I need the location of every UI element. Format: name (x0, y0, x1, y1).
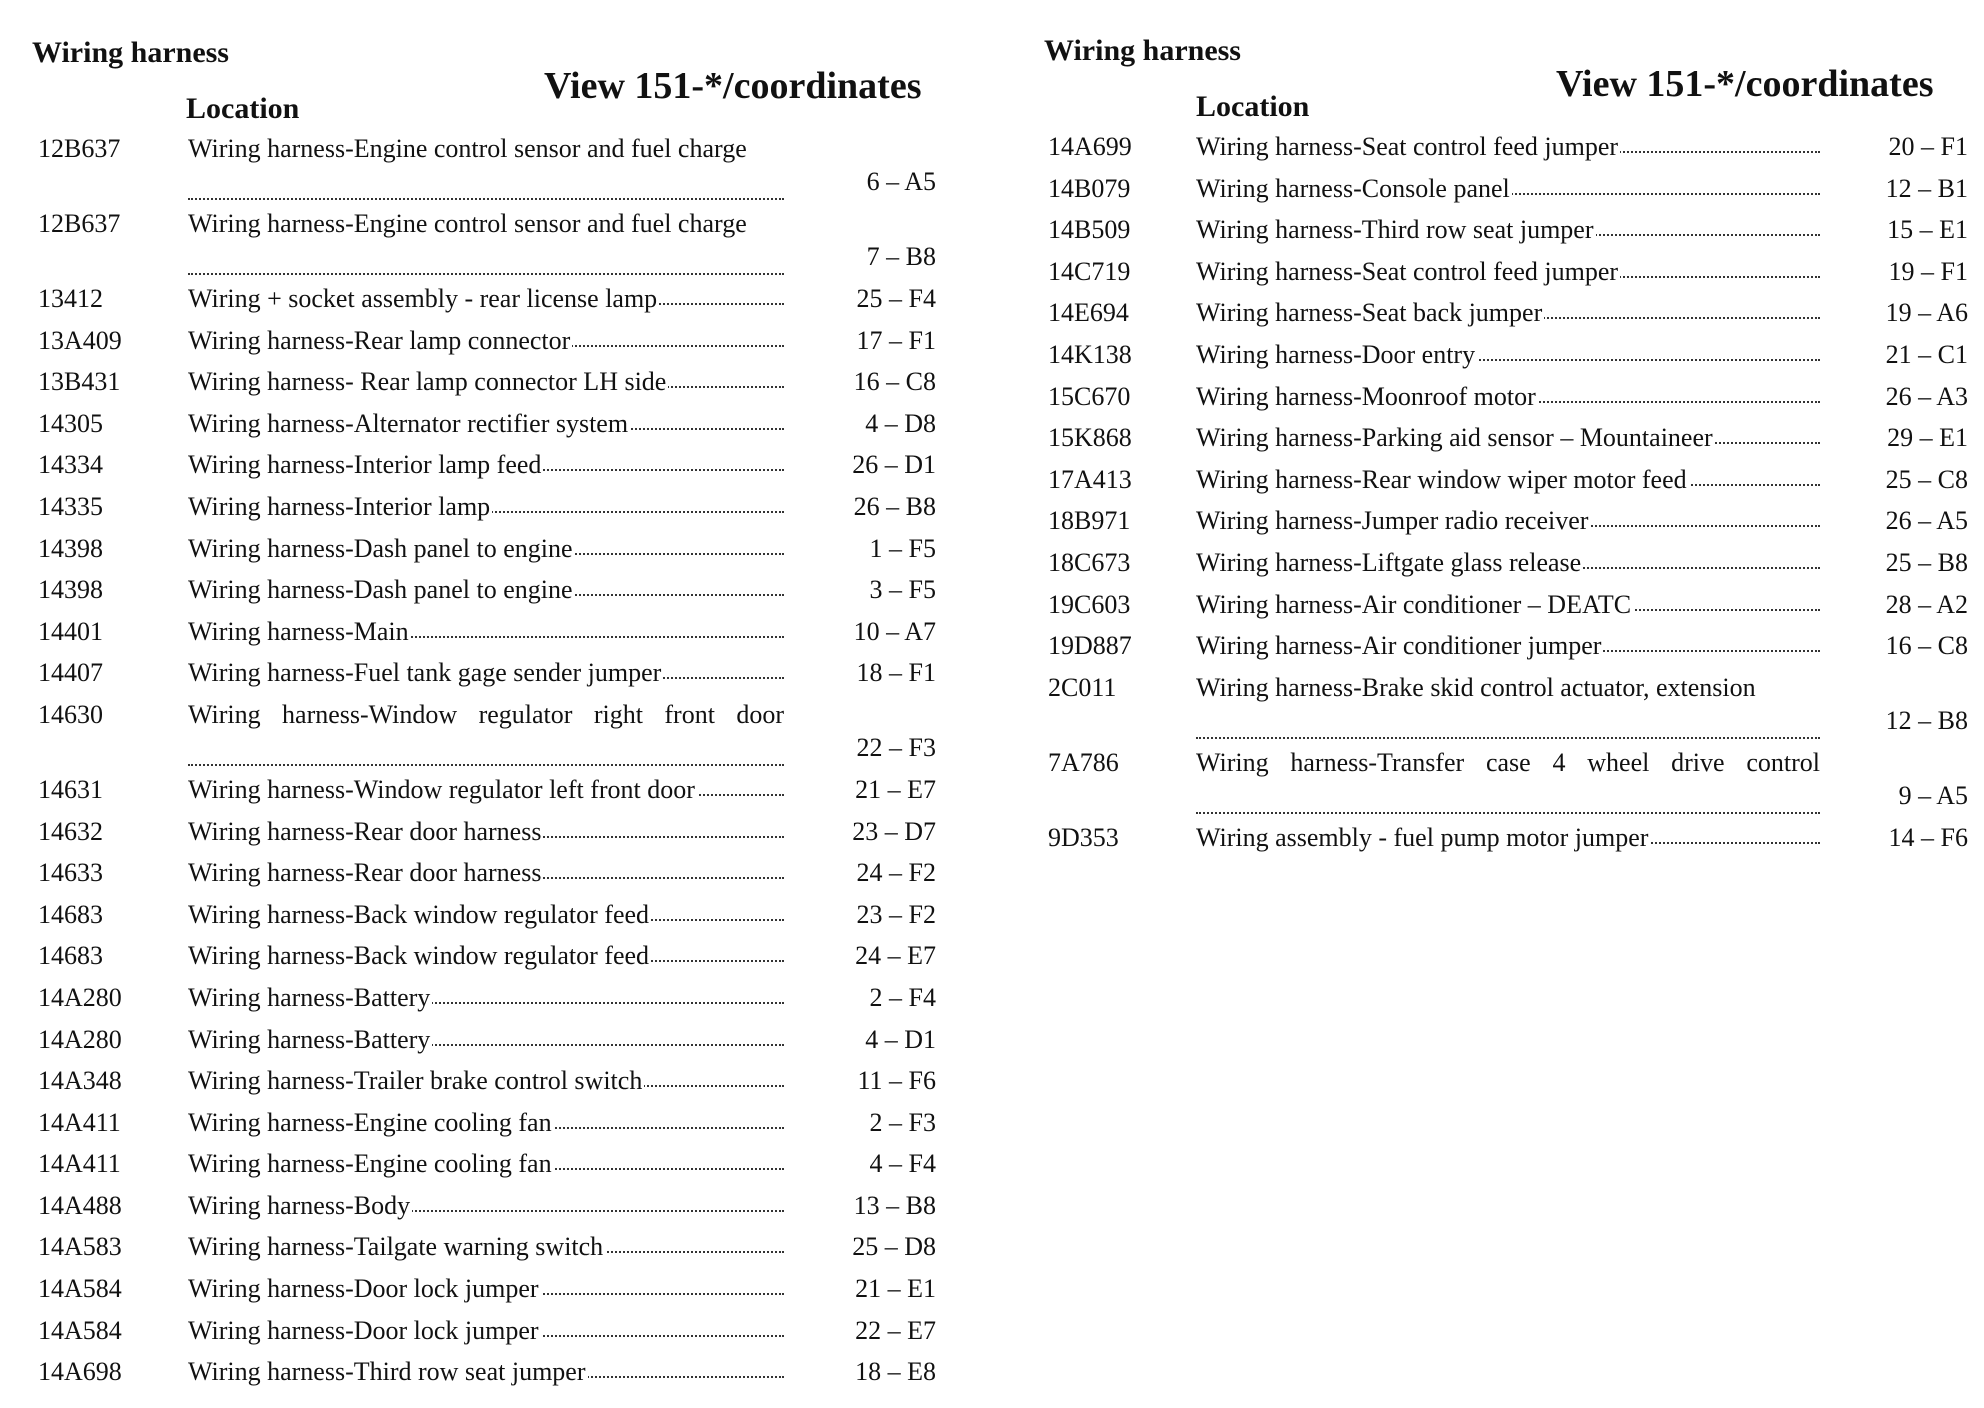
location-code: 17A413 (1048, 464, 1132, 494)
description-cell (1196, 340, 1820, 370)
table-row (1020, 748, 1984, 823)
description-cell (1196, 423, 1820, 453)
description-text: Wiring harness-Back window regulator feed (188, 899, 650, 929)
table-row (1020, 215, 1984, 257)
view-coordinate: 21 – C1 (1885, 339, 1968, 369)
location-column-header: Location (186, 92, 300, 125)
view-coordinate: 7 – B8 (866, 242, 936, 271)
view-coordinate: 18 – F1 (856, 658, 936, 688)
location-code: 14E694 (1048, 298, 1129, 328)
view-coordinate: 4 – D8 (865, 408, 936, 438)
table-row (0, 367, 960, 409)
view-coordinate: 22 – F3 (856, 732, 936, 762)
location-code: 14K138 (1048, 339, 1132, 369)
table-row (0, 534, 960, 576)
location-code: 18C673 (1048, 547, 1131, 577)
location-code: 14B079 (1048, 173, 1131, 203)
dot-leader (188, 198, 784, 200)
description-text: Wiring harness-Dash panel to engine (188, 533, 573, 563)
location-code: 14A280 (38, 982, 122, 1012)
description-cell (188, 1357, 784, 1387)
dot-leader (188, 764, 784, 766)
view-coordinate: 6 – A5 (866, 167, 936, 196)
view-coordinate: 18 – E8 (855, 1357, 936, 1387)
description-cell (1196, 298, 1820, 328)
description-text: Wiring harness-Engine control sensor and fuel charge (188, 134, 747, 163)
location-code: 7A786 (1048, 747, 1119, 777)
description-text: Wiring harness-Rear window wiper motor feed (1196, 464, 1687, 494)
view-coordinate: 21 – E1 (855, 1274, 936, 1304)
view-coordinate: 26 – B8 (853, 491, 936, 521)
harness-list (1020, 132, 1984, 864)
table-row (1020, 631, 1984, 673)
description-text: Wiring harness-Brake skid control actuator, extension (1196, 672, 1756, 702)
table-row (1020, 340, 1984, 382)
location-code: 14398 (38, 533, 103, 563)
location-code: 9D353 (1048, 822, 1119, 852)
view-coordinate: 21 – E7 (855, 774, 936, 804)
description-cell (188, 941, 784, 971)
description-cell (188, 367, 784, 397)
description-text: Wiring harness-Interior lamp (188, 491, 491, 521)
view-coordinate: 25 – B8 (1885, 547, 1968, 577)
right-column (1020, 0, 1984, 1408)
description-cell (188, 450, 784, 480)
description-cell (188, 1025, 784, 1055)
table-row (0, 1066, 960, 1108)
description-cell (1196, 823, 1820, 853)
location-code: 14633 (38, 858, 103, 888)
description-text: Wiring harness-Alternator rectifier system (188, 408, 629, 438)
view-coordinate: 26 – A3 (1885, 381, 1968, 411)
description-cell (1196, 465, 1820, 495)
view-coordinate: 11 – F6 (857, 1066, 936, 1096)
description-cell (1196, 132, 1820, 162)
description-cell (1196, 548, 1820, 578)
description-text: Wiring harness-Interior lamp feed (188, 450, 542, 480)
table-row (0, 1274, 960, 1316)
description-text: Wiring harness-Window regulator left front door (188, 774, 695, 804)
location-code: 14A584 (38, 1274, 122, 1304)
table-row (1020, 132, 1984, 174)
description-cell (188, 209, 784, 284)
view-coordinate: 12 – B1 (1885, 173, 1968, 203)
table-row (0, 1149, 960, 1191)
description-text: Wiring harness-Third row seat jumper (1196, 215, 1594, 245)
description-text: Wiring harness-Rear door harness (188, 858, 542, 888)
view-coordinate: 17 – F1 (856, 325, 936, 355)
description-text: Wiring harness-Door entry (1196, 339, 1476, 369)
location-column-header: Location (1196, 90, 1310, 123)
description-cell (1196, 748, 1820, 823)
description-cell (1196, 382, 1820, 412)
description-cell (188, 700, 784, 775)
description-cell (1196, 631, 1820, 661)
description-cell (188, 900, 784, 930)
description-cell (188, 1274, 784, 1304)
description-text: Wiring harness-Back window regulator feed (188, 941, 650, 971)
table-row (0, 1025, 960, 1067)
location-code: 14631 (38, 774, 103, 804)
view-coordinate: 26 – D1 (852, 450, 936, 480)
dot-leader (1196, 737, 1820, 739)
table-row (0, 1108, 960, 1150)
description-text: Wiring harness-Dash panel to engine (188, 575, 573, 605)
table-row (0, 209, 960, 284)
harness-list (0, 134, 960, 1399)
location-code: 14A411 (38, 1149, 121, 1179)
table-row (1020, 548, 1984, 590)
view-coordinate: 25 – D8 (852, 1232, 936, 1262)
table-row (0, 983, 960, 1025)
description-text: Wiring harness-Rear door harness (188, 816, 542, 846)
description-text: Wiring harness-Tailgate warning switch (188, 1232, 604, 1262)
left-column (0, 0, 960, 1408)
view-coordinate: 19 – A6 (1885, 298, 1968, 328)
location-code: 14398 (38, 575, 103, 605)
description-cell (188, 575, 784, 605)
view-coordinates-column-header: View 151-*/coordinates (1556, 63, 1934, 105)
table-row (0, 575, 960, 617)
view-coordinate: 3 – F5 (869, 575, 936, 605)
table-row (0, 817, 960, 859)
location-code: 14407 (38, 658, 103, 688)
location-code: 14C719 (1048, 256, 1131, 286)
description-cell (188, 284, 784, 314)
view-coordinate: 29 – E1 (1887, 423, 1968, 453)
description-cell (1196, 673, 1820, 748)
description-text: Wiring harness-Moonroof motor (1196, 381, 1536, 411)
location-code: 19D887 (1048, 631, 1132, 661)
view-coordinate: 4 – F4 (869, 1149, 936, 1179)
table-row (0, 1316, 960, 1358)
location-code: 14A411 (38, 1107, 121, 1137)
description-cell (1196, 506, 1820, 536)
location-code: 2C011 (1048, 672, 1117, 702)
description-cell (188, 409, 784, 439)
description-text: Wiring harness-Fuel tank gage sender jumper (188, 658, 662, 688)
description-cell (188, 983, 784, 1013)
location-code: 15K868 (1048, 423, 1132, 453)
description-text: Wiring harness-Transfer case 4 wheel drive control (1196, 747, 1820, 777)
description-cell (1196, 174, 1820, 204)
table-row (0, 700, 960, 775)
description-cell (188, 1108, 784, 1138)
table-row (1020, 823, 1984, 865)
view-coordinate: 23 – F2 (856, 899, 936, 929)
location-code: 14A699 (1048, 132, 1132, 161)
description-text: Wiring harness-Main (188, 616, 409, 646)
location-code: 14A583 (38, 1232, 122, 1262)
description-cell (188, 534, 784, 564)
table-row (0, 775, 960, 817)
description-text: Wiring harness-Rear lamp connector (188, 325, 571, 355)
description-cell (188, 1149, 784, 1179)
location-code: 12B637 (38, 134, 121, 163)
description-text: Wiring harness-Battery (188, 1024, 431, 1054)
table-row (0, 658, 960, 700)
location-code: 13412 (38, 284, 103, 313)
location-code: 12B637 (38, 209, 121, 238)
description-text: Wiring harness-Parking aid sensor – Mountaineer (1196, 423, 1713, 453)
description-text: Wiring harness-Seat control feed jumper (1196, 132, 1619, 161)
location-code: 14A584 (38, 1315, 122, 1345)
location-code: 13A409 (38, 325, 122, 355)
location-code: 18B971 (1048, 506, 1131, 536)
table-row (0, 450, 960, 492)
description-text: Wiring harness-Air conditioner – DEATC (1196, 589, 1632, 619)
description-cell (1196, 215, 1820, 245)
description-text: Wiring + socket assembly - rear license lamp (188, 284, 658, 313)
view-coordinate: 28 – A2 (1885, 589, 1968, 619)
view-coordinate: 1 – F5 (869, 533, 936, 563)
view-coordinate: 16 – C8 (1885, 631, 1968, 661)
table-row (0, 858, 960, 900)
view-coordinate: 24 – E7 (855, 941, 936, 971)
location-code: 19C603 (1048, 589, 1131, 619)
description-text: Wiring assembly - fuel pump motor jumper (1196, 822, 1649, 852)
location-code: 14334 (38, 450, 103, 480)
view-coordinate: 2 – F3 (869, 1107, 936, 1137)
location-code: 14A280 (38, 1024, 122, 1054)
description-text: Wiring harness- Rear lamp connector LH side (188, 367, 667, 397)
table-row (0, 941, 960, 983)
table-row (1020, 382, 1984, 424)
view-coordinate: 10 – A7 (853, 616, 936, 646)
location-code: 14683 (38, 941, 103, 971)
view-coordinate: 16 – C8 (853, 367, 936, 397)
location-code: 14305 (38, 408, 103, 438)
description-text: Wiring harness-Body (188, 1190, 411, 1220)
table-row (0, 326, 960, 368)
description-text: Wiring harness-Seat back jumper (1196, 298, 1543, 328)
description-text: Wiring harness-Air conditioner jumper (1196, 631, 1602, 661)
description-cell (188, 658, 784, 688)
view-coordinate: 25 – C8 (1885, 464, 1968, 494)
description-text: Wiring harness-Battery (188, 982, 431, 1012)
table-row (0, 1357, 960, 1399)
view-coordinate: 23 – D7 (852, 816, 936, 846)
description-cell (188, 817, 784, 847)
description-text: Wiring harness-Engine cooling fan (188, 1149, 552, 1179)
location-code: 14B509 (1048, 215, 1131, 245)
table-row (1020, 298, 1984, 340)
description-text: Wiring harness-Engine cooling fan (188, 1107, 552, 1137)
table-row (1020, 465, 1984, 507)
description-text: Wiring harness-Seat control feed jumper (1196, 256, 1619, 286)
view-coordinate: 25 – F4 (856, 284, 936, 313)
description-text: Wiring harness-Jumper radio receiver (1196, 506, 1589, 536)
table-row (0, 1191, 960, 1233)
description-text: Wiring harness-Door lock jumper (188, 1274, 539, 1304)
description-cell (188, 1066, 784, 1096)
location-code: 14630 (38, 699, 103, 729)
dot-leader (188, 273, 784, 275)
table-row (0, 1232, 960, 1274)
view-coordinate: 19 – F1 (1888, 256, 1968, 286)
view-coordinate: 2 – F4 (869, 982, 936, 1012)
view-coordinate: 20 – F1 (1888, 132, 1968, 161)
table-row (0, 284, 960, 326)
table-row (0, 900, 960, 942)
description-cell (188, 492, 784, 522)
table-row (1020, 506, 1984, 548)
view-coordinates-column-header: View 151-*/coordinates (544, 65, 922, 107)
table-row (1020, 673, 1984, 748)
view-coordinate: 13 – B8 (853, 1190, 936, 1220)
description-text: Wiring harness-Engine control sensor and fuel charge (188, 209, 747, 238)
description-text: Wiring harness-Door lock jumper (188, 1315, 539, 1345)
table-row (1020, 257, 1984, 299)
table-row (0, 134, 960, 209)
view-coordinate: 22 – E7 (855, 1315, 936, 1345)
table-row (0, 617, 960, 659)
location-code: 14683 (38, 899, 103, 929)
section-title: Wiring harness (32, 36, 229, 69)
view-coordinate: 12 – B8 (1885, 705, 1968, 735)
location-code: 13B431 (38, 367, 121, 397)
description-cell (188, 326, 784, 356)
description-cell (188, 134, 784, 209)
view-coordinate: 9 – A5 (1898, 780, 1968, 810)
view-coordinate: 15 – E1 (1887, 215, 1968, 245)
description-text: Wiring harness-Window regulator right front door (188, 699, 784, 729)
description-cell (1196, 257, 1820, 287)
location-code: 14335 (38, 491, 103, 521)
view-coordinate: 4 – D1 (865, 1024, 936, 1054)
description-cell (188, 858, 784, 888)
description-cell (188, 775, 784, 805)
location-code: 14A698 (38, 1357, 122, 1387)
description-text: Wiring harness-Liftgate glass release (1196, 547, 1582, 577)
location-code: 14632 (38, 816, 103, 846)
description-cell (188, 1191, 784, 1221)
view-coordinate: 24 – F2 (856, 858, 936, 888)
table-row (1020, 174, 1984, 216)
section-title: Wiring harness (1044, 34, 1241, 67)
table-row (0, 409, 960, 451)
location-code: 14A348 (38, 1066, 122, 1096)
table-row (0, 492, 960, 534)
description-cell (1196, 590, 1820, 620)
table-row (1020, 590, 1984, 632)
view-coordinate: 14 – F6 (1888, 822, 1968, 852)
description-cell (188, 617, 784, 647)
description-text: Wiring harness-Console panel (1196, 173, 1510, 203)
dot-leader (1196, 812, 1820, 814)
view-coordinate: 26 – A5 (1885, 506, 1968, 536)
description-cell (188, 1232, 784, 1262)
location-code: 15C670 (1048, 381, 1131, 411)
table-row (1020, 423, 1984, 465)
location-code: 14401 (38, 616, 103, 646)
location-code: 14A488 (38, 1190, 122, 1220)
description-text: Wiring harness-Third row seat jumper (188, 1357, 586, 1387)
description-text: Wiring harness-Trailer brake control switch (188, 1066, 643, 1096)
description-cell (188, 1316, 784, 1346)
